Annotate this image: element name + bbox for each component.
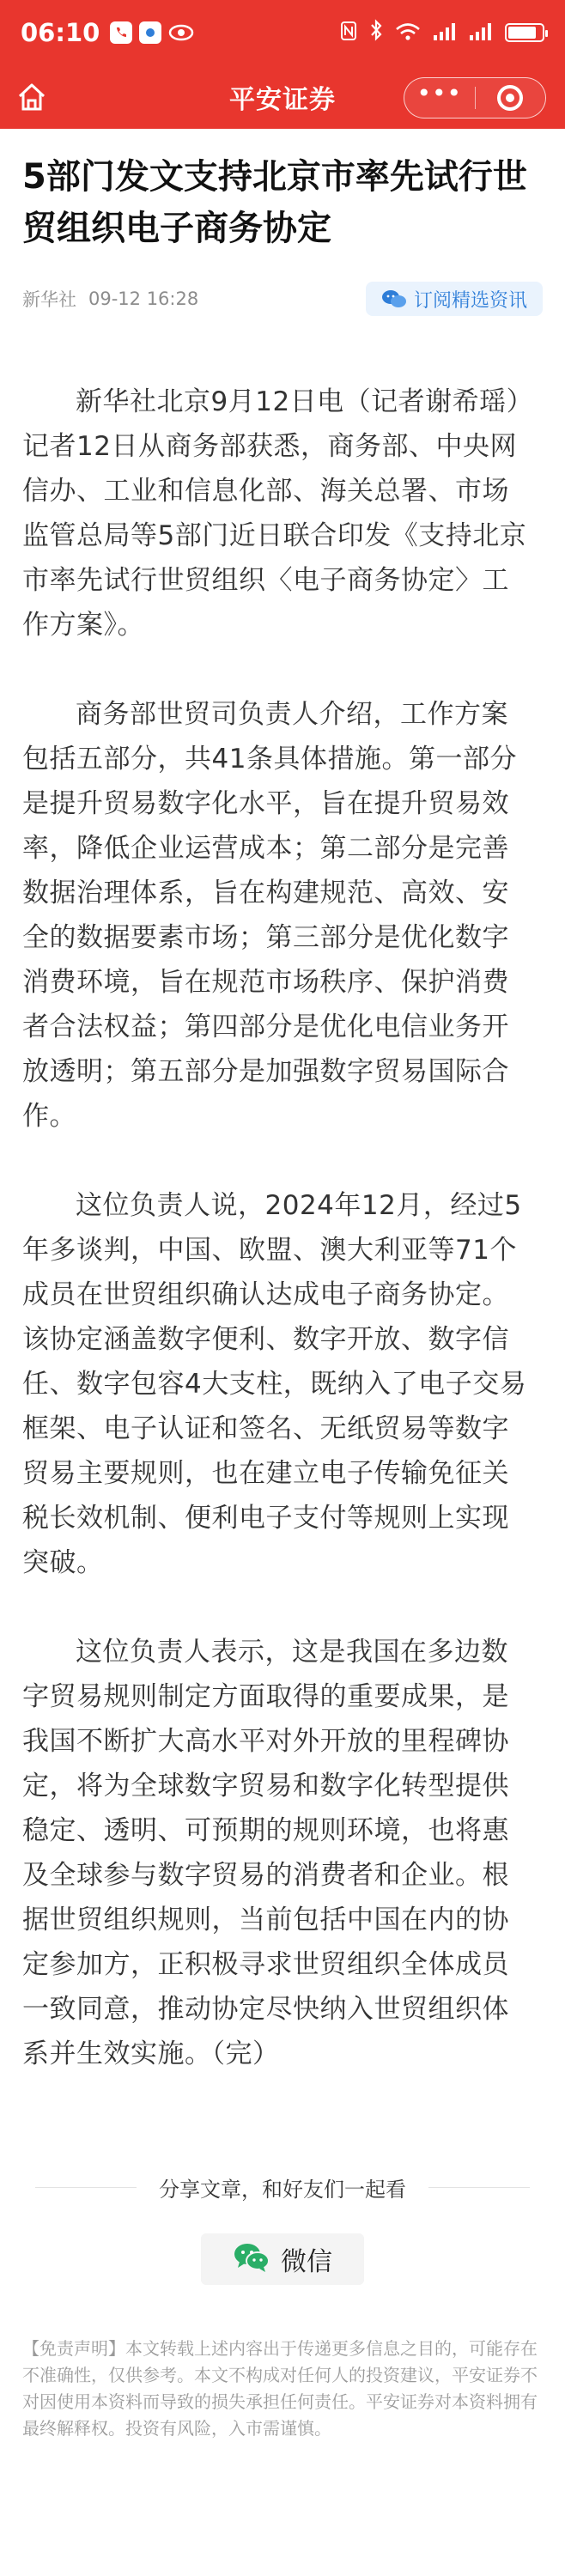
article-date: 09-12 16:28 [88, 289, 199, 309]
article-container [0, 129, 565, 2121]
disclaimer: 【免责声明】本文转载上述内容出于传递更多信息之目的，可能存在不准确性，仅供参考。本文不构成对任何人的投资建议，平安证券不对因使用本资料而导致的损失承担任何责任。平安证券对本资料拥有最终解释权。投资有风险，入市需谨慎。 [22, 2338, 538, 2439]
wechat-share-button[interactable] [201, 2233, 364, 2285]
phone-icon [110, 21, 132, 44]
subscribe-label: 订阅精选资讯 [413, 289, 527, 312]
battery-icon [505, 23, 544, 42]
wifi-icon [395, 19, 421, 47]
status-bar [0, 0, 565, 65]
eye-icon [168, 19, 194, 47]
status-right-icons [340, 19, 544, 47]
article-title: 5部门发文支持北京市率先试行世贸组织电子商务协定 [22, 157, 527, 248]
article-paragraph: 这位负责人说，2024年12月，经过5年多谈判，中国、欧盟、澳大利亚等71个成员在世贸组织确认达成电子商务协定。该协定涵盖数字便利、数字开放、数字信任、数字包容4大支柱，既纳入了电子交易框架、电子认证和签名、无纸贸易等数字贸易主要规则，也在建立电子传输免征关税长效机制、便利电子支付等规则上实现突破。 [22, 1190, 527, 1578]
share-prompt: 分享文章，和好友们一起看 [159, 2178, 406, 2202]
divider [428, 2187, 530, 2188]
battery-level [508, 27, 536, 39]
nfc-icon [340, 19, 357, 47]
more-dots-icon: ••• [416, 79, 463, 107]
chat-badge-icon [139, 21, 161, 44]
close-button[interactable] [476, 78, 546, 118]
signal-icon [469, 19, 493, 47]
wechat-label: 微信 [281, 2247, 332, 2277]
chat-icon [381, 289, 407, 309]
nav-bar [0, 65, 565, 129]
more-button[interactable] [404, 78, 475, 118]
status-time: 06:10 [21, 18, 100, 47]
home-icon[interactable] [15, 81, 48, 113]
wechat-icon [233, 2241, 270, 2277]
article-paragraph: 这位负责人表示，这是我国在多边数字贸易规则制定方面取得的重要成果，是我国不断扩大高水平对外开放的里程碑协定，将为全球数字贸易和数字化转型提供稳定、透明、可预期的规则环境，也将惠及全球参与数字贸易的消费者和企业。根据世贸组织规则，当前包括中国在内的协定参加方，正积极寻求世贸组织全体成员一致同意，推动协定尽快纳入世贸组织体系并生效实施。（完） [22, 1637, 509, 2069]
article-body [22, 380, 543, 2076]
share-prompt-row [0, 2172, 565, 2202]
article-paragraph: 新华社北京9月12日电（记者谢希瑶）记者12日从商务部获悉，商务部、中央网信办、工业和信息化部、海关总署、市场监管总局等5部门近日联合印发《支持北京市率先试行世贸组织〈电子商务协定〉工作方案》。 [22, 386, 534, 641]
article-meta [22, 280, 543, 318]
target-icon [497, 85, 523, 111]
status-left-icons [110, 19, 194, 47]
article-source: 新华社 [22, 289, 76, 310]
signal-icon [433, 19, 457, 47]
mini-program-capsule [404, 77, 546, 118]
divider [35, 2187, 137, 2188]
page-title: 平安证券 [229, 85, 336, 115]
article-paragraph: 商务部世贸司负责人介绍，工作方案包括五部分，共41条具体措施。第一部分是提升贸易数字化水平，旨在提升贸易效率，降低企业运营成本；第二部分是完善数据治理体系，旨在构建规范、高效、安全的数据要素市场；第三部分是优化数字消费环境，旨在规范市场秩序、保护消费者合法权益；第四部分是优化电信业务开放透明；第五部分是加强数字贸易国际合作。 [22, 699, 517, 1132]
bluetooth-icon [369, 19, 383, 47]
subscribe-button[interactable] [366, 282, 543, 316]
share-section [0, 2172, 565, 2285]
